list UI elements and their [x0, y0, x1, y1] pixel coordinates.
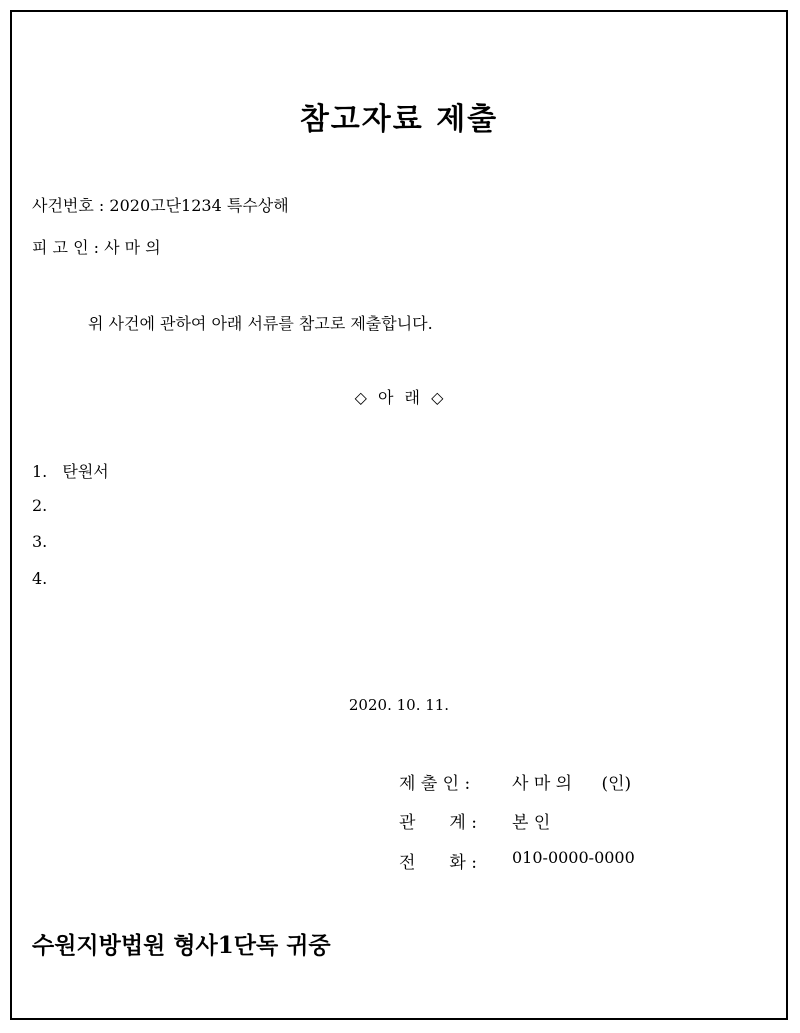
submitter-label-text: 제 출 인 [399, 774, 460, 794]
defendant-value: 사 마 의 [104, 238, 161, 257]
case-number-value: 2020고단1234 특수상해 [109, 196, 289, 215]
submitter-name: 사 마 의 [512, 774, 573, 794]
case-number-label: 사건번호 [32, 196, 94, 215]
relation-label-text: 관 계 [399, 813, 466, 833]
list-item-number: 2. [32, 496, 48, 515]
colon: : [93, 238, 105, 257]
colon: : [98, 196, 110, 215]
phone-value: 010-0000-0000 [512, 848, 635, 867]
defendant-line [32, 235, 161, 258]
phone-label: 전 화 : [399, 853, 477, 873]
section-heading: ◇ 아 래 ◇ [354, 388, 444, 407]
defendant-label: 피 고 인 [32, 238, 89, 257]
relation-value: 본 인 [512, 813, 551, 833]
list-item-number: 3. [32, 532, 48, 551]
phone-label-text: 전 화 [399, 853, 466, 873]
list-item-number: 4. [32, 569, 48, 588]
list-item-text: 탄원서 [62, 462, 109, 481]
intro-text: 위 사건에 관하여 아래 서류를 참고로 제출합니다. [88, 314, 433, 333]
document-title: 참고자료 제출 [299, 102, 499, 137]
submitter-value [512, 769, 631, 794]
seal-mark: (인) [601, 774, 632, 794]
list-item [32, 532, 47, 551]
list-item [32, 496, 47, 515]
submitter-label: 제 출 인 : [399, 774, 471, 794]
list-item-number: 1. [32, 462, 48, 481]
case-number-line [32, 193, 289, 216]
court-addressee: 수원지방법원 형사1단독 귀중 [32, 932, 331, 959]
submission-date: 2020. 10. 11. [348, 696, 450, 714]
list-item [32, 569, 47, 588]
relation-label: 관 계 : [399, 813, 477, 833]
list-item [32, 459, 109, 482]
document-page [10, 10, 788, 1020]
